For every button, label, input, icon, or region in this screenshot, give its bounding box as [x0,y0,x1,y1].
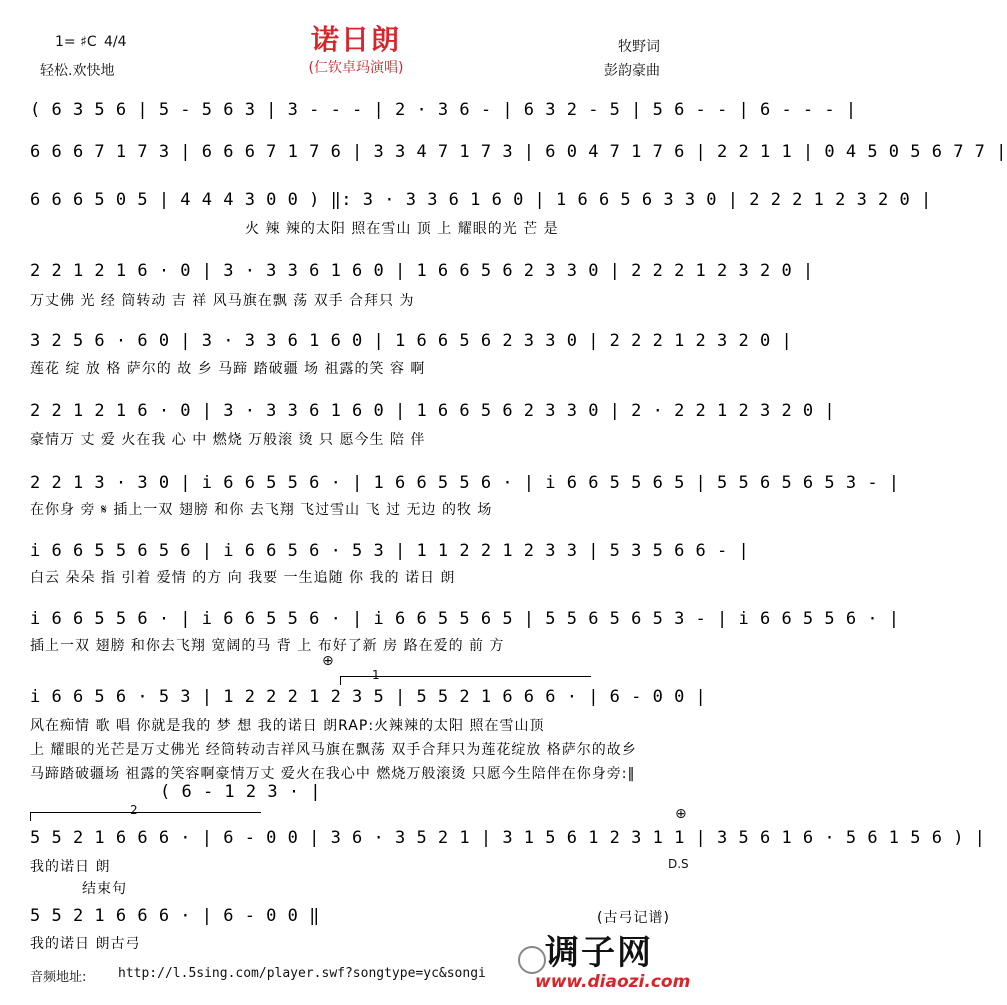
lyrics-line-5: 莲花 绽 放 格 萨尔的 故 乡 马蹄 踏破疆 场 祖露的笑 容 啊 [30,361,426,377]
score-notes-6: 2 2 1 2 1 6 · 0 | 3 · 3 3 6 1 6 0 | 1 6 6 5 6 2 3 3 0 | 2 · 2 2 1 2 3 2 0 | [30,401,836,421]
score-notes-5: 3 2 5 6 · 6 0 | 3 · 3 3 6 1 6 0 | 1 6 6 5 6 2 3 3 0 | 2 2 2 1 2 3 2 0 | [30,331,793,351]
time-signature: 4/4 [104,34,127,50]
lyrics-line-12: 马蹄踏破疆场 祖露的笑容啊豪情万丈 爱火在我心中 燃烧万般滚烫 只愿今生陪伴在你身旁:‖ [30,766,636,782]
lyrics-line-6: 豪情万 丈 爱 火在我 心 中 燃烧 万般滚 烫 只 愿今生 陪 伴 [30,432,426,448]
lyrics-line-4: 万丈佛 光 经 筒转动 吉 祥 风马旗在飘 荡 双手 合拜只 为 [30,293,415,309]
lyrics-line-11: 上 耀眼的光芒是万丈佛光 经筒转动吉祥风马旗在飘荡 双手合拜只为莲花绽放 格萨尔的故乡 [30,742,637,758]
volta-1-label: 1 [372,668,380,682]
lyrics-line-9: 插上一双 翅膀 和你去飞翔 宽阔的马 背 上 布好了新 房 路在爱的 前 方 [30,638,505,654]
score-notes-4: 2 2 1 2 1 6 · 0 | 3 · 3 3 6 1 6 0 | 1 6 6 5 6 2 3 3 0 | 2 2 2 1 2 3 2 0 | [30,261,814,281]
score-notes-2: 6 6 6 7 1 7 3 | 6 6 6 7 1 7 6 | 3 3 4 7 1 7 3 | 6 0 4 7 1 7 6 | 2 2 1 1 | 0 4 5 0 5 6 7 7 | [30,142,1007,162]
coda-sign-end: ⊕ [675,806,687,822]
score-notes-3: 6 6 6 5 0 5 | 4 4 4 3 0 0 ) ‖: 3 · 3 3 6 1 6 0 | 1 6 6 5 6 3 3 0 | 2 2 2 1 2 3 2 0 | [30,190,932,210]
watermark-logo-icon [518,946,546,974]
score-notes-15: 5 5 2 1 6 6 6 · | 6 - 0 0 ‖ [30,906,320,926]
lyrics-line-10: 风在痴情 歌 唱 你就是我的 梦 想 我的诺日 朗RAP:火辣辣的太阳 照在雪山顶 [30,718,545,734]
volta-2-label: 2 [130,803,138,817]
lyrics-line-15: 我的诺日 朗古弓 [30,936,141,952]
song-title: 诺日朗 [310,23,401,56]
lyrics-line-8: 白云 朵朵 指 引着 爱情 的方 向 我要 一生追随 你 我的 诺日 朗 [30,570,456,586]
lyrics-line-7: 在你身 旁 𝄋 插上一双 翅膀 和你 去飞翔 飞过雪山 飞 过 无边 的牧 场 [30,502,493,518]
tempo-marking: 轻松.欢快地 [40,63,115,79]
score-notes-8: i 6 6 5 5 6 5 6 | i 6 6 5 6 · 5 3 | 1 1 2 2 1 2 3 3 | 5 3 5 6 6 - | [30,541,750,561]
score-notes-10: i 6 6 5 6 · 5 3 | 1 2 2 2 1 2 3 5 | 5 5 2 1 6 6 6 · | 6 - 0 0 | [30,687,707,707]
coda-sign: ⊕ [322,653,334,669]
da-segno: D.S [668,857,689,871]
lyrics-line-3: 火 辣 辣的太阳 照在雪山 顶 上 耀眼的光 芒 是 [245,221,559,237]
audio-address-label: 音频地址: [30,970,87,985]
score-notes-1: ( 6 3 5 6 | 5 - 5 6 3 | 3 - - - | 2 · 3 6 - | 6 3 2 - 5 | 5 6 - - | 6 - - - | [30,100,857,120]
ending-label: 结束句 [82,881,127,897]
transcriber-credit: (古弓记谱) [597,910,670,926]
score-notes-14: 5 5 2 1 6 6 6 · | 6 - 0 0 | 3 6 · 3 5 2 1 | 3 1 5 6 1 2 3 1 1 | 3 5 6 1 6 · 5 6 1 5 6 ) | [30,828,986,848]
key-signature: 1= ♯C [55,34,97,50]
score-notes-9: i 6 6 5 5 6 · | i 6 6 5 5 6 · | i 6 6 5 5 6 5 | 5 5 6 5 6 5 3 - | i 6 6 5 5 6 · | [30,609,900,629]
lyrics-line-14: 我的诺日 朗 [30,859,111,875]
audio-address-url[interactable]: http://l.5sing.com/player.swf?songtype=yc&songi [118,966,486,981]
watermark-site-name: 调子网 [545,933,653,973]
performer: (仁钦卓玛演唱) [308,60,404,76]
score-notes-7: 2 2 1 3 · 3 0 | i 6 6 5 5 6 · | 1 6 6 5 5 6 · | i 6 6 5 5 6 5 | 5 5 6 5 6 5 3 - | [30,473,900,493]
watermark-site-url: www.diaozi.com [535,972,691,992]
score-notes-13: ( 6 - 1 2 3 · | [160,782,322,802]
lyricist: 牧野词 [618,39,660,55]
composer: 彭韵豪曲 [604,63,660,79]
